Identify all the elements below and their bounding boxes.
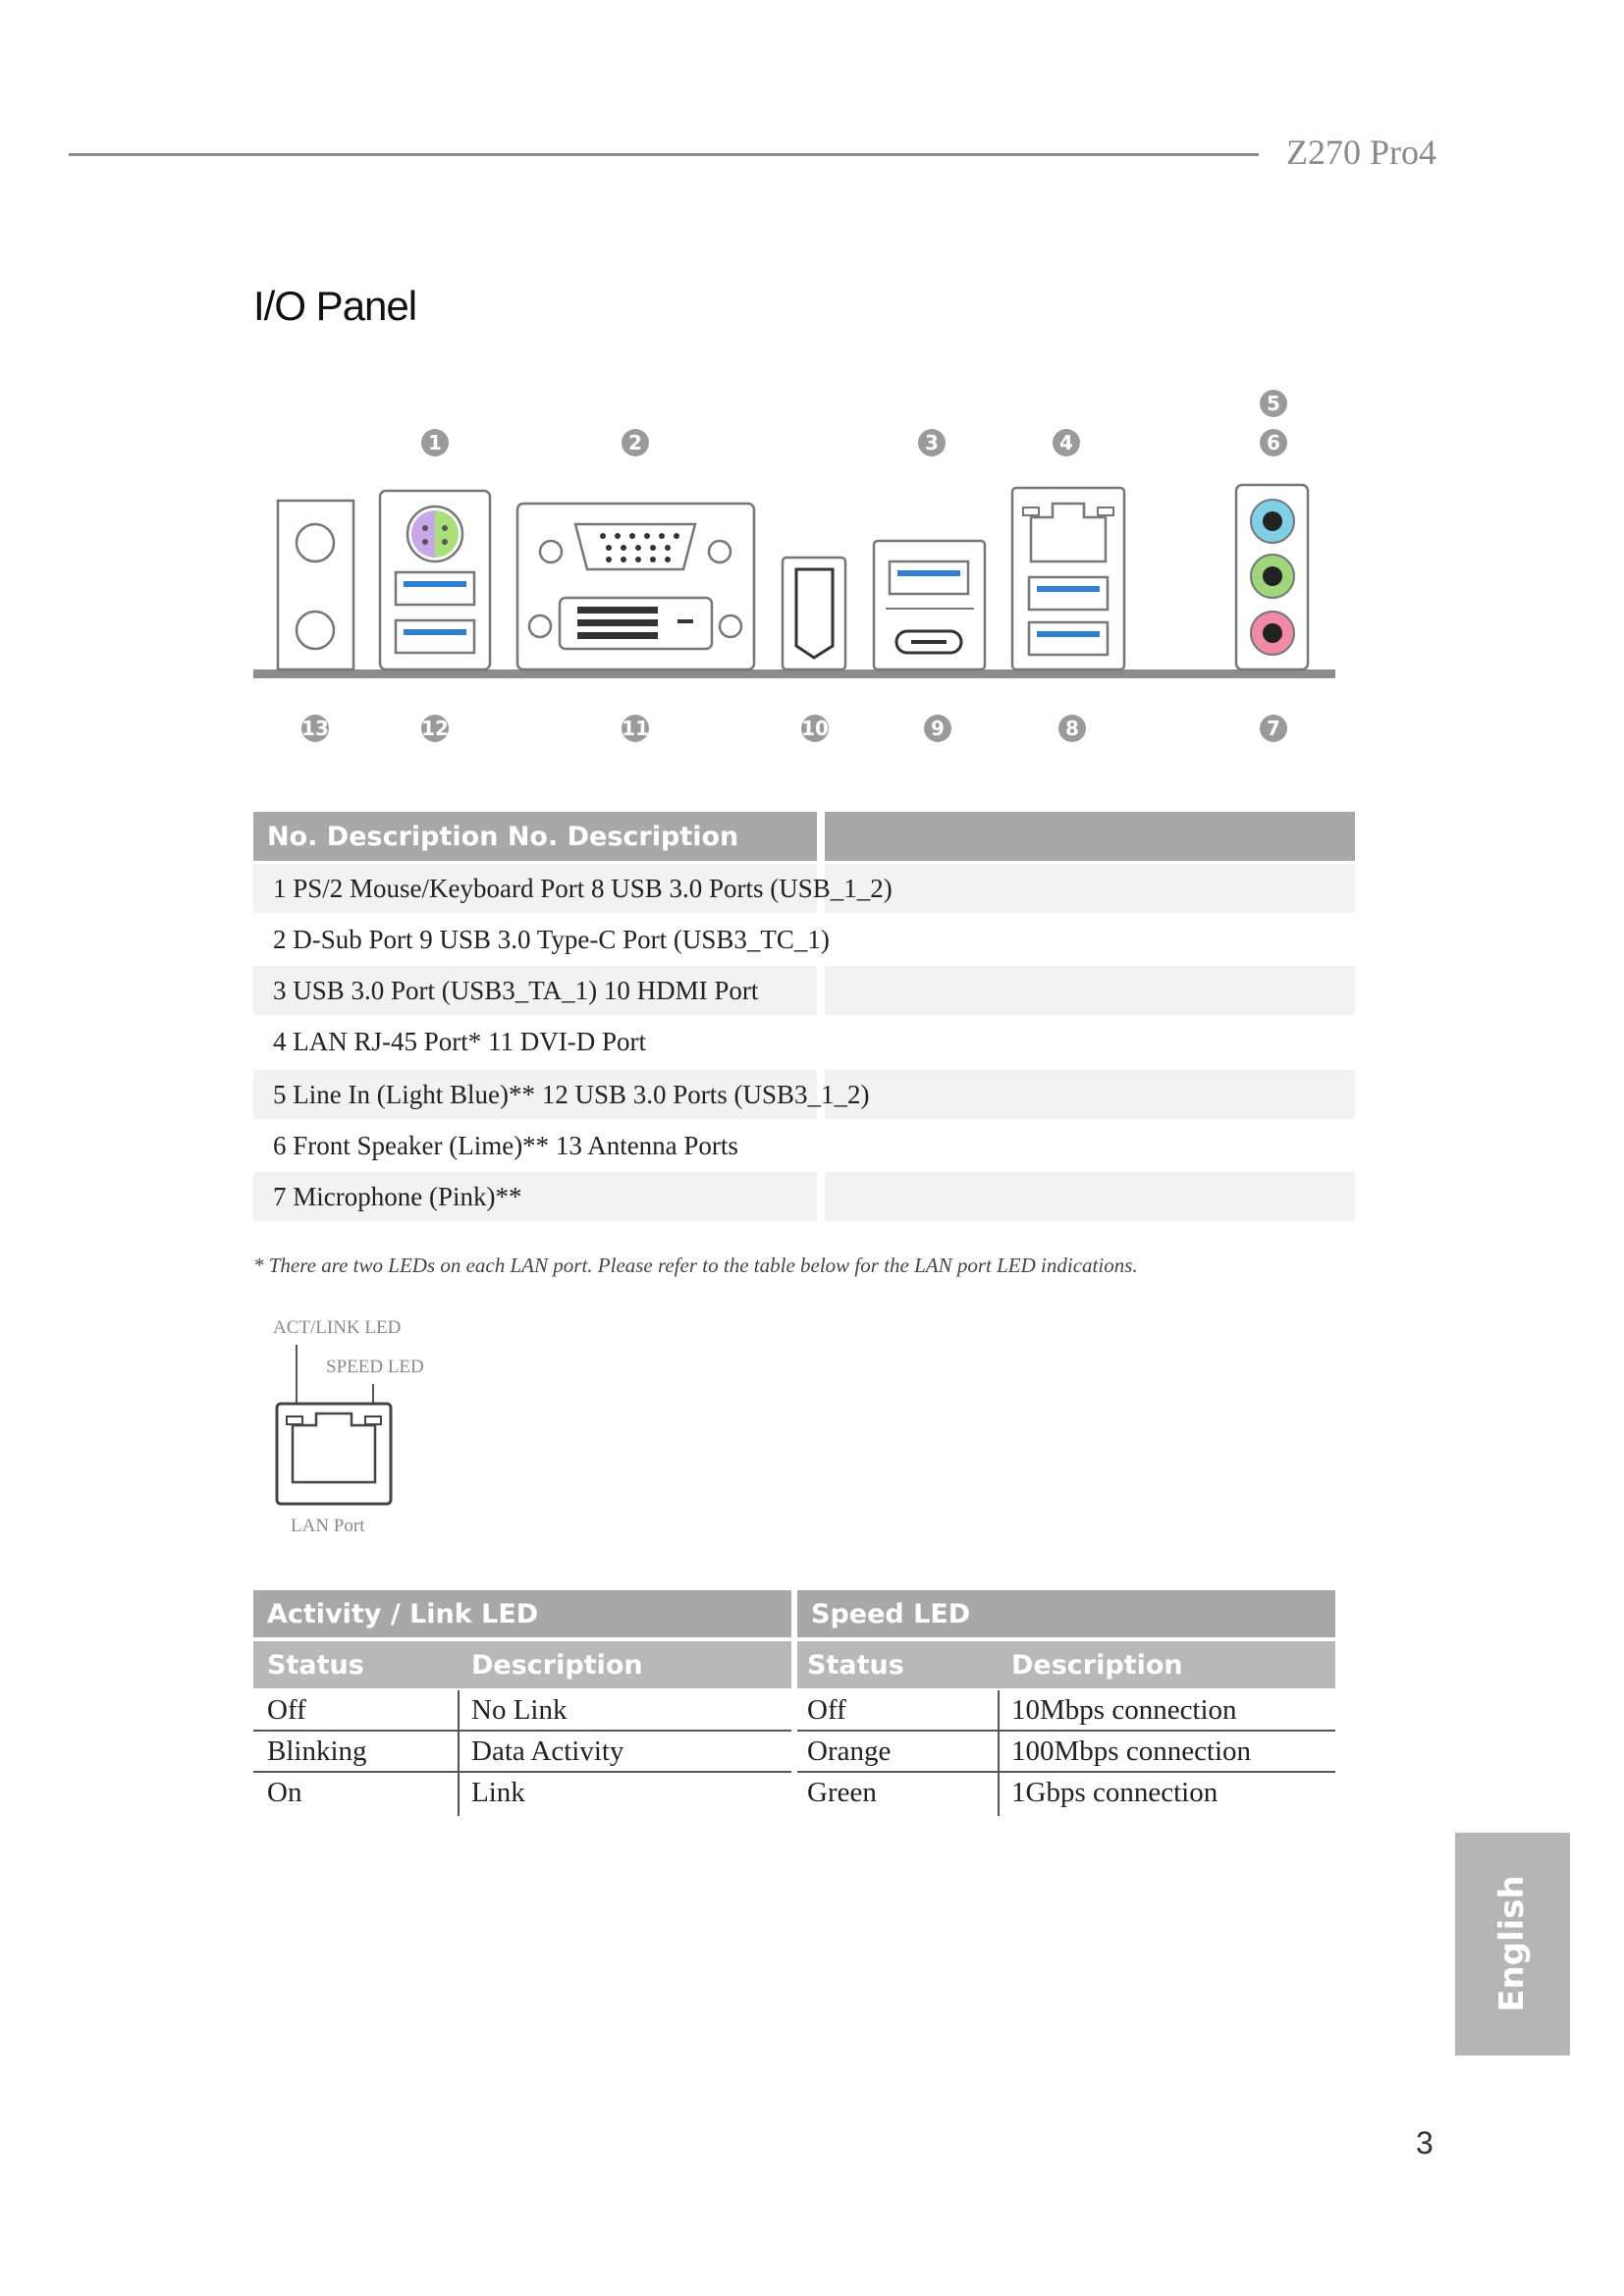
table-row (253, 915, 1355, 964)
activity-col-desc: Description (471, 1650, 643, 1681)
svg-text:7: 7 (1267, 717, 1280, 740)
svg-text:11: 11 (622, 717, 649, 740)
hdmi-port (783, 558, 845, 669)
activity-link-table (253, 1590, 791, 1816)
callout-11 (622, 715, 649, 742)
callout-9 (924, 715, 951, 742)
callout-2 (622, 429, 649, 456)
svg-text:12: 12 (421, 717, 449, 740)
svg-text:6: 6 (1267, 431, 1280, 454)
speed-led-table (797, 1590, 1335, 1816)
svg-text:13: 13 (301, 717, 329, 740)
table-row (797, 1732, 1335, 1773)
svg-text:2: 2 (628, 431, 642, 454)
table-row (253, 1773, 791, 1812)
port-row-text: 3 USB 3.0 Port (USB3_TA_1) 10 HDMI Port (273, 976, 759, 1005)
table-row (253, 1070, 1355, 1119)
port-row-text: 2 D-Sub Port 9 USB 3.0 Type-C Port (USB3_TC_1) (273, 925, 830, 954)
speed-col-status: Status (807, 1650, 904, 1681)
svg-text:10: 10 (801, 717, 829, 740)
panel-base (253, 669, 1335, 678)
table-row (253, 1172, 1355, 1221)
port-row-text: 1 PS/2 Mouse/Keyboard Port 8 USB 3.0 Ports (USB_1_2) (273, 874, 893, 903)
desc-cell: 10Mbps connection (1011, 1694, 1237, 1726)
callout-12 (421, 715, 449, 742)
lan-led-diagram (245, 1306, 501, 1551)
language-tab-label: English (1492, 1875, 1532, 2012)
usb-typea-typec-stack (874, 541, 985, 669)
speed-table-title: Speed LED (811, 1599, 971, 1629)
status-cell: Blinking (267, 1735, 367, 1767)
port-table-header (253, 812, 1355, 861)
column-divider (998, 1690, 1000, 1816)
desc-cell: 100Mbps connection (1011, 1735, 1252, 1767)
desc-cell: Link (471, 1777, 525, 1808)
port-table-header-label: No. Description No. Description (267, 822, 739, 852)
svg-text:3: 3 (925, 431, 939, 454)
callout-10 (801, 715, 829, 742)
desc-cell: 1Gbps connection (1011, 1777, 1218, 1808)
callout-13 (301, 715, 329, 742)
table-row (253, 966, 1355, 1015)
lan-footnote: * There are two LEDs on each LAN port. Please refer to the table below for the LAN port LED indications. (253, 1254, 1138, 1277)
table-row (253, 864, 1355, 913)
table-row (253, 1017, 1355, 1066)
page-number: 3 (1416, 2125, 1434, 2161)
callout-4 (1053, 429, 1080, 456)
svg-text:4: 4 (1059, 431, 1073, 454)
svg-text:8: 8 (1065, 717, 1079, 740)
lan-port-label: LAN Port (291, 1516, 365, 1536)
table-row (253, 1121, 1355, 1170)
callout-3 (918, 429, 946, 456)
act-link-led-label: ACT/LINK LED (273, 1317, 402, 1338)
section-title: I/O Panel (253, 283, 417, 329)
antenna-ports (278, 501, 353, 669)
language-tab (1455, 1833, 1570, 2056)
speed-col-desc: Description (1011, 1650, 1183, 1681)
activity-col-status: Status (267, 1650, 364, 1681)
table-row (797, 1773, 1335, 1812)
table-row (797, 1690, 1335, 1732)
callout-8 (1058, 715, 1086, 742)
port-row-text: 7 Microphone (Pink)** (273, 1182, 522, 1211)
column-divider (458, 1690, 460, 1816)
model-name: Z270 Pro4 (1286, 133, 1436, 172)
callout-6 (1260, 429, 1287, 456)
callout-5 (1260, 390, 1287, 417)
svg-text:9: 9 (931, 717, 945, 740)
activity-table-title: Activity / Link LED (267, 1599, 539, 1629)
table-row (253, 1732, 791, 1773)
io-panel-diagram (0, 0, 1624, 785)
status-cell: Green (807, 1777, 877, 1808)
status-cell: Off (807, 1694, 846, 1726)
port-row-text: 6 Front Speaker (Lime)** 13 Antenna Ports (273, 1131, 738, 1160)
audio-jacks (1236, 485, 1308, 669)
speed-led-label: SPEED LED (326, 1357, 424, 1377)
svg-text:1: 1 (428, 431, 442, 454)
status-cell: Orange (807, 1735, 892, 1767)
ps2-usb-stack (380, 491, 490, 669)
port-row-text: 5 Line In (Light Blue)** 12 USB 3.0 Ports (USB3_1_2) (273, 1080, 870, 1109)
svg-text:5: 5 (1267, 392, 1280, 415)
dsub-dvi-stack (517, 504, 754, 669)
table-row (253, 1690, 791, 1732)
status-cell: On (267, 1777, 302, 1808)
port-row-text: 4 LAN RJ-45 Port* 11 DVI-D Port (273, 1027, 646, 1056)
status-cell: Off (267, 1694, 306, 1726)
callout-1 (421, 429, 449, 456)
lan-usb-stack (1012, 488, 1124, 669)
desc-cell: No Link (471, 1694, 568, 1726)
callout-7 (1260, 715, 1287, 742)
desc-cell: Data Activity (471, 1735, 624, 1767)
